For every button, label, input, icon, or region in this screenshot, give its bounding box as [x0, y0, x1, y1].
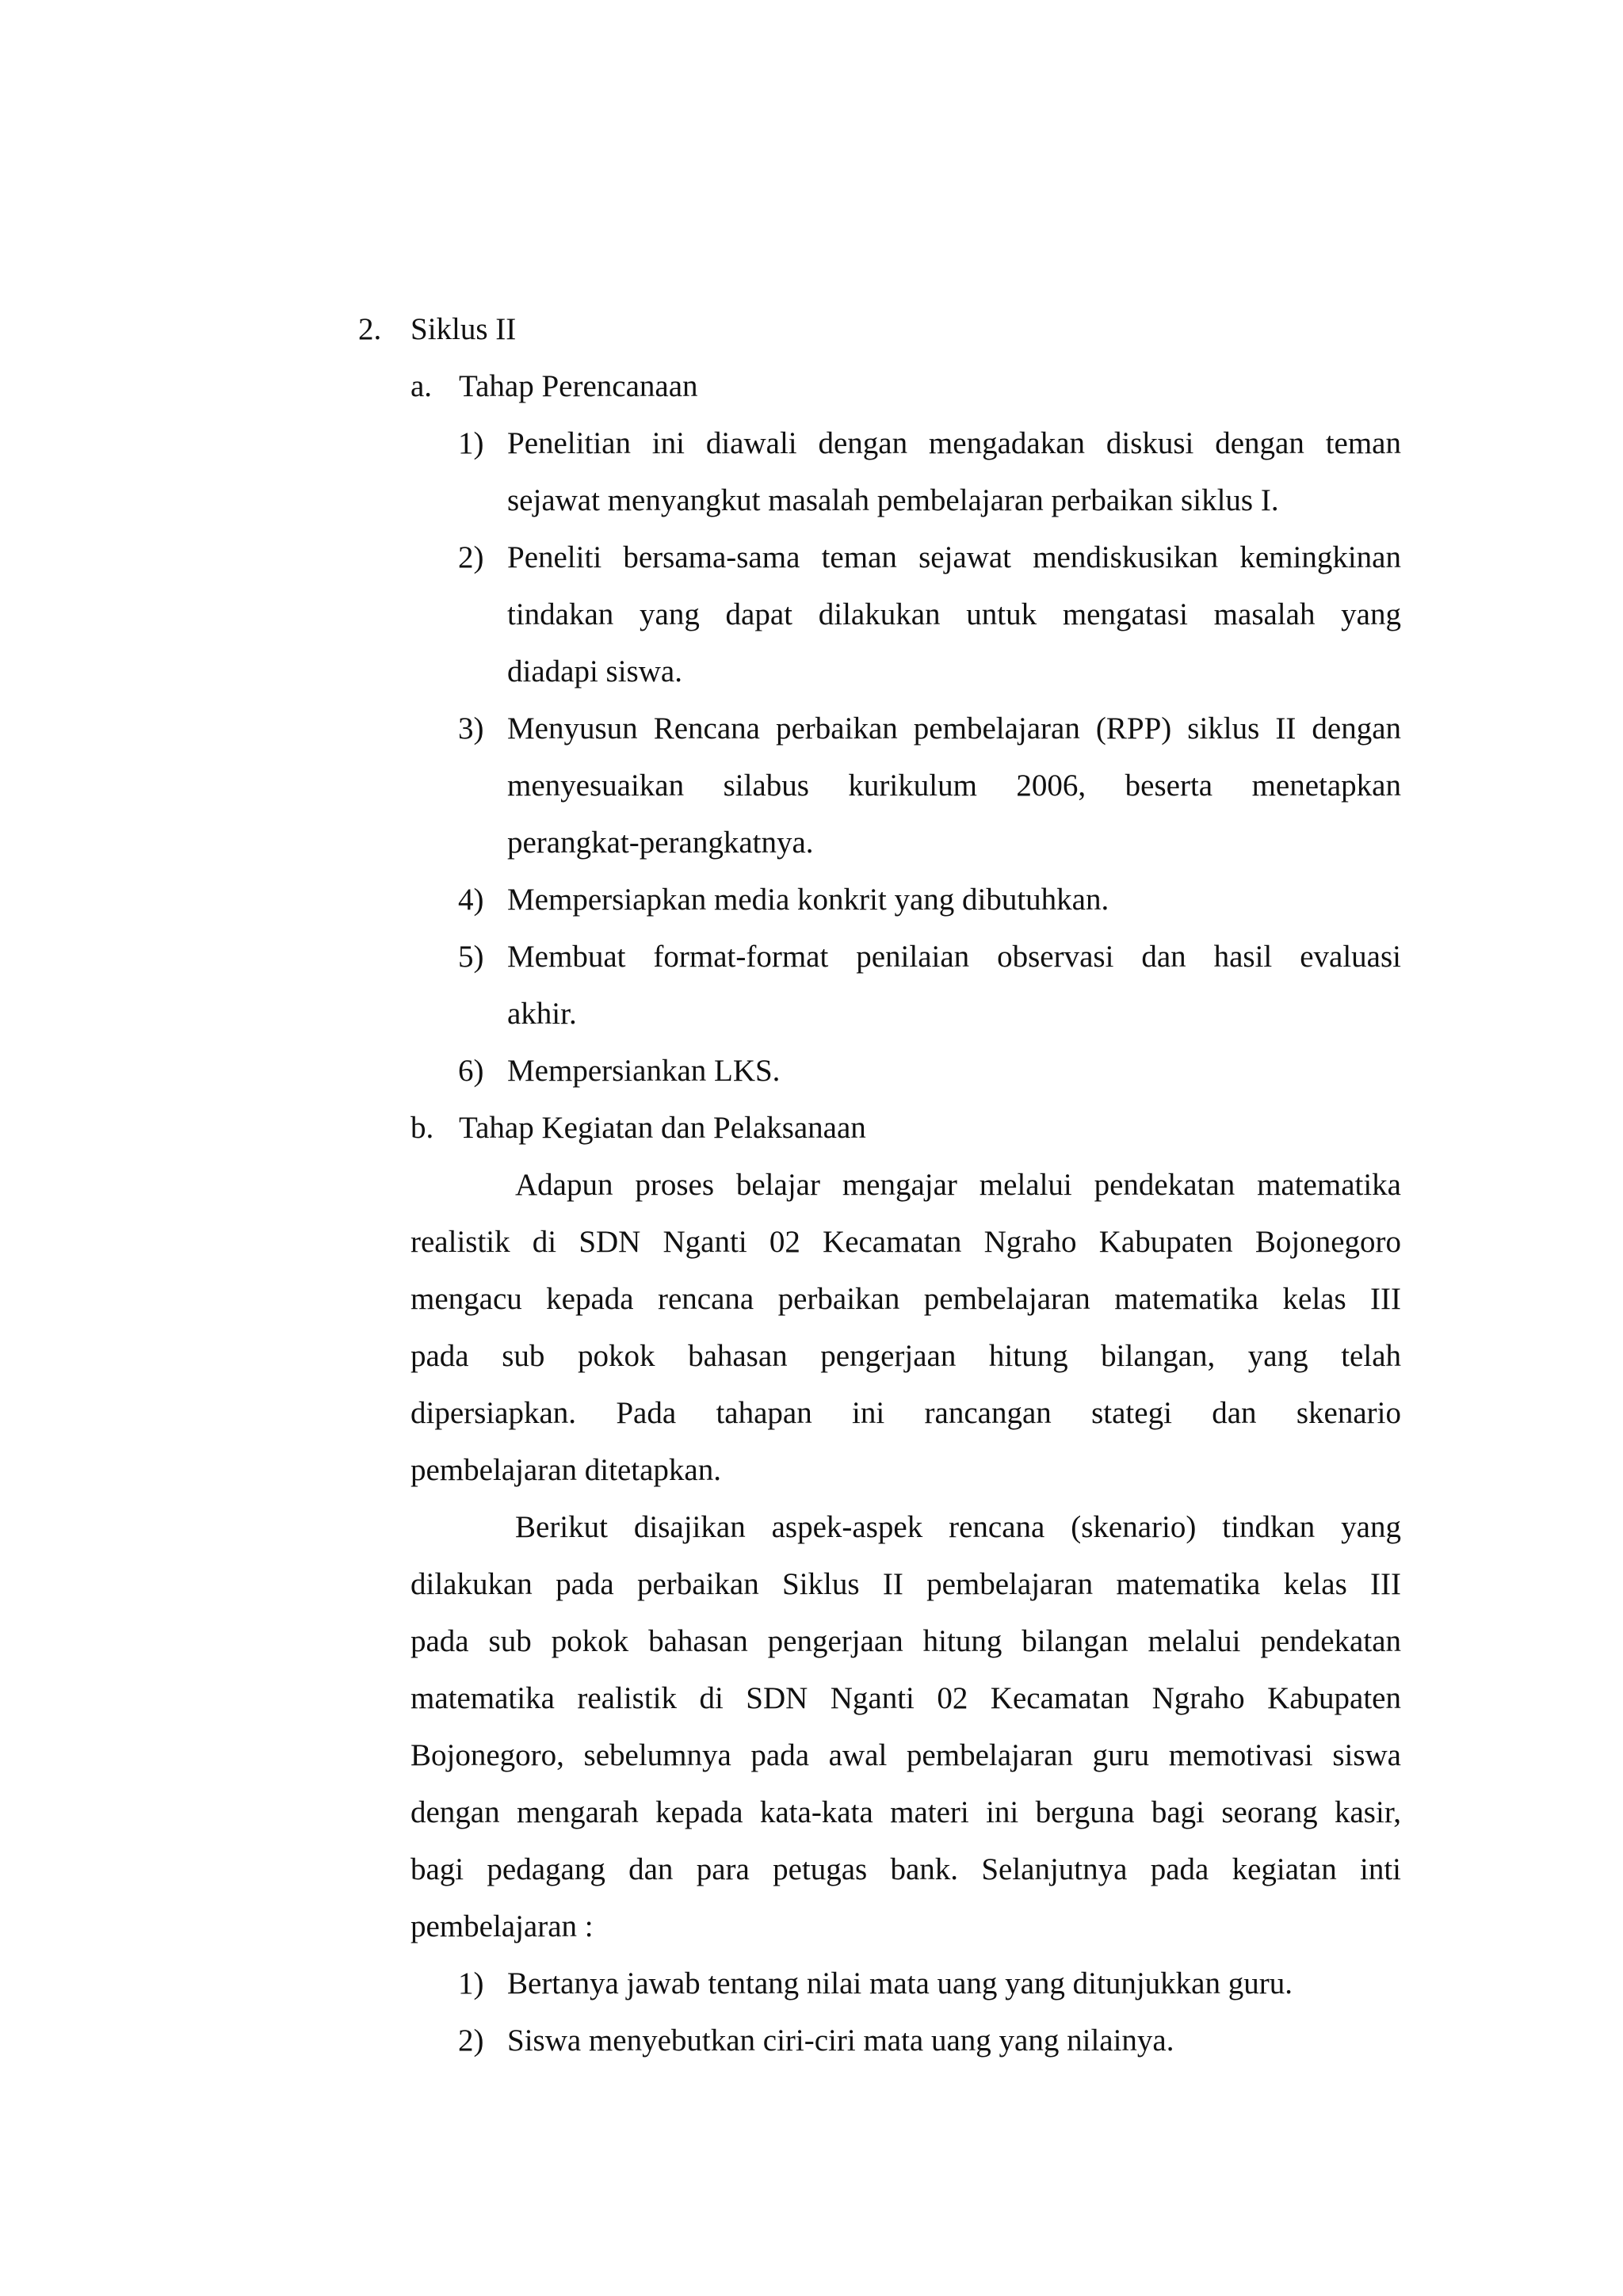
para2-line-3: pada sub pokok bahasan pengerjaan hitung bilangan melalui pendekatan [411, 1624, 1401, 1658]
plan-item-4-marker: 4) [458, 883, 484, 917]
plan-item-6-marker: 6) [458, 1054, 484, 1088]
para2-line-4: matematika realistik di SDN Nganti 02 Kecamatan Ngraho Kabupaten [411, 1681, 1401, 1715]
para1-line-4: pada sub pokok bahasan pengerjaan hitung bilangan, yang telah [411, 1339, 1401, 1373]
para2-line-1: Berikut disajikan aspek-aspek rencana (skenario) tindkan yang [515, 1510, 1401, 1544]
para2-line-6: dengan mengarah kepada kata-kata materi ini berguna bagi seorang kasir, [411, 1795, 1401, 1829]
plan-item-3-line-2: menyesuaikan silabus kurikulum 2006, beserta menetapkan [507, 769, 1401, 803]
activity-item-1-text: Bertanya jawab tentang nilai mata uang yang ditunjukkan guru. [507, 1966, 1293, 2000]
para2-line-7: bagi pedagang dan para petugas bank. Selanjutnya pada kegiatan inti [411, 1852, 1401, 1886]
activity-item-1-marker: 1) [458, 1966, 484, 2000]
para1-line-5: dipersiapkan. Pada tahapan ini rancangan stategi dan skenario [411, 1396, 1401, 1430]
para2-line-5: Bojonegoro, sebelumnya pada awal pembelajaran guru memotivasi siswa [411, 1738, 1401, 1772]
plan-item-2-line-3: diadapi siswa. [507, 654, 682, 688]
plan-item-5-line-2: akhir. [507, 997, 577, 1031]
plan-item-1-marker: 1) [458, 426, 484, 460]
activity-item-2-marker: 2) [458, 2023, 484, 2058]
plan-item-6-line-1: Mempersiankan LKS. [507, 1054, 781, 1088]
plan-item-2-line-2: tindakan yang dapat dilakukan untuk mengatasi masalah yang [507, 597, 1401, 631]
para1-line-1: Adapun proses belajar mengajar melalui pendekatan matematika [515, 1168, 1401, 1202]
plan-item-4-line-1: Mempersiapkan media konkrit yang dibutuhkan. [507, 883, 1109, 917]
para1-line-2: realistik di SDN Nganti 02 Kecamatan Ngraho Kabupaten Bojonegoro [411, 1225, 1401, 1259]
plan-item-1-line-2: sejawat menyangkut masalah pembelajaran perbaikan siklus I. [507, 483, 1279, 517]
para2-line-2: dilakukan pada perbaikan Siklus II pembelajaran matematika kelas III [411, 1567, 1401, 1601]
plan-item-2-line-1: Peneliti bersama-sama teman sejawat mendiskusikan kemingkinan [507, 540, 1401, 574]
plan-item-5-marker: 5) [458, 940, 484, 974]
para1-line-3: mengacu kepada rencana perbaikan pembelajaran matematika kelas III [411, 1282, 1401, 1316]
plan-item-5-line-1: Membuat format-format penilaian observasi dan hasil evaluasi [507, 940, 1401, 974]
plan-item-3-line-3: perangkat-perangkatnya. [507, 826, 814, 860]
subsection-a-title: Tahap Perencanaan [459, 369, 698, 403]
section-title: Siklus II [411, 312, 517, 346]
subsection-b-title: Tahap Kegiatan dan Pelaksanaan [459, 1111, 866, 1145]
subsection-a-marker: a. [411, 369, 433, 403]
section-number: 2. [358, 312, 382, 346]
para1-line-6: pembelajaran ditetapkan. [411, 1453, 721, 1487]
plan-item-3-marker: 3) [458, 711, 484, 746]
plan-item-3-line-1: Menyusun Rencana perbaikan pembelajaran (RPP) siklus II dengan [507, 711, 1401, 746]
plan-item-1-line-1: Penelitian ini diawali dengan mengadakan diskusi dengan teman [507, 426, 1401, 460]
activity-item-2-text: Siswa menyebutkan ciri-ciri mata uang yang nilainya. [507, 2023, 1174, 2058]
plan-item-2-marker: 2) [458, 540, 484, 574]
subsection-b-marker: b. [411, 1111, 434, 1145]
para2-line-8: pembelajaran : [411, 1909, 594, 1943]
